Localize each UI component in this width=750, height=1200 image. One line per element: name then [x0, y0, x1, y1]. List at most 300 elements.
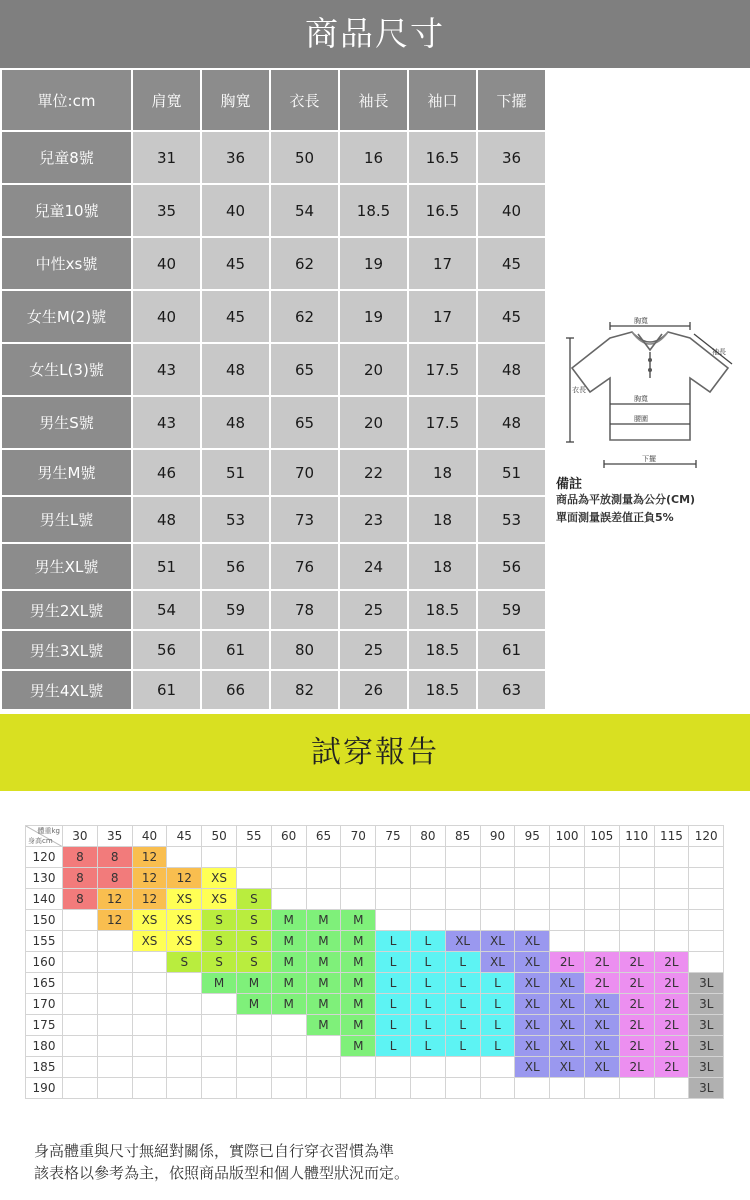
fit-cell	[167, 994, 202, 1015]
fit-cell: L	[410, 1015, 445, 1036]
fit-cell: S	[202, 952, 237, 973]
corner-weight-label: 體重kg	[37, 827, 60, 835]
fit-cell	[584, 889, 619, 910]
fit-cell: 12	[132, 889, 167, 910]
fit-cell	[654, 910, 689, 931]
fit-cell	[306, 1057, 341, 1078]
fit-cell	[202, 1057, 237, 1078]
fit-row	[26, 994, 724, 1015]
fit-cell	[97, 952, 132, 973]
size-value: 48	[477, 396, 546, 449]
fit-cell: 2L	[619, 1015, 654, 1036]
fit-cell	[445, 868, 480, 889]
size-value: 61	[477, 630, 546, 670]
fit-cell: XL	[550, 994, 585, 1015]
fit-cell	[341, 1078, 376, 1099]
size-label: 男生S號	[1, 396, 132, 449]
fit-cell: S	[236, 952, 271, 973]
fit-cell	[654, 931, 689, 952]
weight-header: 90	[480, 826, 515, 847]
fit-cell	[689, 910, 724, 931]
size-value: 62	[270, 290, 339, 343]
fit-cell	[306, 1078, 341, 1099]
fit-cell: L	[445, 1036, 480, 1057]
fit-cell: S	[236, 910, 271, 931]
note-line-2: 單面測量誤差值正負5%	[556, 511, 674, 524]
fit-cell	[376, 1057, 411, 1078]
fit-cell: XL	[584, 1036, 619, 1057]
fit-cell	[619, 931, 654, 952]
fit-row	[26, 952, 724, 973]
fit-cell	[132, 1078, 167, 1099]
size-label: 男生3XL號	[1, 630, 132, 670]
size-value: 31	[132, 131, 201, 184]
fit-cell: 3L	[689, 1015, 724, 1036]
size-value: 20	[339, 396, 408, 449]
size-value: 36	[477, 131, 546, 184]
size-label: 女生M(2)號	[1, 290, 132, 343]
weight-header: 120	[689, 826, 724, 847]
fit-cell	[236, 868, 271, 889]
fit-cell: XL	[515, 1036, 550, 1057]
fit-cell: 3L	[689, 994, 724, 1015]
column-header: 袖口	[408, 69, 477, 131]
fit-cell: L	[480, 973, 515, 994]
fit-cell	[480, 1078, 515, 1099]
fit-cell: XL	[515, 1057, 550, 1078]
fit-cell	[410, 910, 445, 931]
fit-cell: S	[236, 931, 271, 952]
fit-cell	[376, 910, 411, 931]
fit-cell: M	[306, 1015, 341, 1036]
size-value: 18.5	[408, 670, 477, 710]
fit-cell: XL	[480, 952, 515, 973]
fit-cell: 12	[97, 910, 132, 931]
fit-cell: 12	[167, 868, 202, 889]
height-header: 180	[26, 1036, 63, 1057]
fit-cell: 3L	[689, 973, 724, 994]
fit-cell	[306, 1036, 341, 1057]
fit-row	[26, 1015, 724, 1036]
size-value: 62	[270, 237, 339, 290]
fit-cell	[480, 1057, 515, 1078]
fit-cell	[689, 931, 724, 952]
fit-row	[26, 847, 724, 868]
size-value: 18	[408, 496, 477, 543]
fit-cell: 2L	[584, 973, 619, 994]
fit-cell: 2L	[619, 1057, 654, 1078]
fit-cell: M	[306, 994, 341, 1015]
size-value: 76	[270, 543, 339, 590]
fit-cell	[341, 1057, 376, 1078]
size-value: 43	[132, 343, 201, 396]
fit-row	[26, 889, 724, 910]
fit-cell	[167, 1057, 202, 1078]
height-header: 160	[26, 952, 63, 973]
size-value: 56	[132, 630, 201, 670]
height-header: 175	[26, 1015, 63, 1036]
height-header: 120	[26, 847, 63, 868]
fit-cell: XL	[550, 1036, 585, 1057]
size-row	[1, 396, 546, 449]
fit-cell: 8	[63, 868, 98, 889]
size-value: 54	[270, 184, 339, 237]
weight-header: 100	[550, 826, 585, 847]
size-value: 51	[477, 449, 546, 496]
fit-cell	[515, 847, 550, 868]
fit-cell: 8	[97, 847, 132, 868]
fit-cell: L	[480, 1036, 515, 1057]
note-title: 備註	[556, 477, 583, 492]
weight-header: 95	[515, 826, 550, 847]
fit-cell: M	[341, 1015, 376, 1036]
label-waist: 腰圍	[634, 415, 648, 423]
fit-cell	[341, 868, 376, 889]
size-value: 59	[201, 590, 270, 630]
size-label: 男生XL號	[1, 543, 132, 590]
fit-chart-table	[25, 825, 724, 1099]
size-row	[1, 449, 546, 496]
fit-cell	[97, 931, 132, 952]
fit-cell	[63, 1078, 98, 1099]
size-value: 40	[477, 184, 546, 237]
fit-cell: 2L	[654, 952, 689, 973]
fit-cell: M	[306, 952, 341, 973]
fit-cell: L	[376, 994, 411, 1015]
height-header: 170	[26, 994, 63, 1015]
fit-cell	[132, 952, 167, 973]
fit-cell	[654, 889, 689, 910]
fit-cell: XL	[480, 931, 515, 952]
note-line-1: 商品為平放測量為公分(CM)	[556, 493, 696, 506]
fit-banner	[0, 714, 750, 791]
fit-cell: XL	[515, 952, 550, 973]
height-header: 150	[26, 910, 63, 931]
weight-header: 50	[202, 826, 237, 847]
label-hem: 下擺	[642, 455, 656, 463]
fit-cell: XL	[515, 973, 550, 994]
fit-cell	[410, 1078, 445, 1099]
fit-cell	[202, 1078, 237, 1099]
size-label: 兒童10號	[1, 184, 132, 237]
size-value: 25	[339, 590, 408, 630]
fit-cell: XL	[584, 1015, 619, 1036]
size-value: 19	[339, 290, 408, 343]
size-value: 17	[408, 290, 477, 343]
fit-cell: XS	[132, 931, 167, 952]
fit-cell: M	[271, 994, 306, 1015]
size-value: 45	[477, 237, 546, 290]
fit-cell: 12	[97, 889, 132, 910]
fit-cell	[341, 889, 376, 910]
fit-cell: M	[341, 952, 376, 973]
size-value: 48	[201, 343, 270, 396]
fit-row	[26, 910, 724, 931]
height-header: 130	[26, 868, 63, 889]
weight-header: 105	[584, 826, 619, 847]
fit-cell: M	[306, 931, 341, 952]
fit-cell: L	[410, 931, 445, 952]
fit-cell: L	[410, 973, 445, 994]
size-value: 24	[339, 543, 408, 590]
fit-cell	[550, 847, 585, 868]
size-value: 78	[270, 590, 339, 630]
fit-cell: L	[376, 1015, 411, 1036]
fit-cell: 8	[97, 868, 132, 889]
size-value: 46	[132, 449, 201, 496]
fit-cell	[619, 847, 654, 868]
fit-cell: L	[480, 994, 515, 1015]
weight-header: 75	[376, 826, 411, 847]
fit-cell	[584, 868, 619, 889]
size-value: 17.5	[408, 396, 477, 449]
fit-cell: L	[376, 931, 411, 952]
size-label: 兒童8號	[1, 131, 132, 184]
fit-cell: 2L	[584, 952, 619, 973]
size-value: 65	[270, 343, 339, 396]
size-value: 18.5	[408, 630, 477, 670]
fit-cell	[271, 889, 306, 910]
fit-cell: M	[306, 973, 341, 994]
fit-cell: L	[445, 994, 480, 1015]
fit-cell: 3L	[689, 1078, 724, 1099]
unit-header: 單位:cm	[1, 69, 132, 131]
fit-cell	[306, 889, 341, 910]
size-value: 56	[477, 543, 546, 590]
column-header: 衣長	[270, 69, 339, 131]
fit-cell: M	[306, 910, 341, 931]
fit-cell	[515, 868, 550, 889]
size-label: 男生2XL號	[1, 590, 132, 630]
fit-row	[26, 1057, 724, 1078]
size-row	[1, 630, 546, 670]
fit-cell	[271, 1015, 306, 1036]
fit-cell: XS	[132, 910, 167, 931]
column-header: 下擺	[477, 69, 546, 131]
fit-cell	[410, 868, 445, 889]
fit-cell	[619, 910, 654, 931]
fit-cell: XS	[167, 910, 202, 931]
fit-cell	[236, 1078, 271, 1099]
fit-cell: XS	[202, 868, 237, 889]
fit-cell	[654, 868, 689, 889]
fit-cell: M	[271, 973, 306, 994]
fit-cell: M	[341, 910, 376, 931]
fit-cell: XL	[584, 994, 619, 1015]
size-value: 18.5	[339, 184, 408, 237]
fit-row	[26, 1036, 724, 1057]
fit-cell: XL	[445, 931, 480, 952]
fit-cell	[584, 1078, 619, 1099]
fit-cell: 2L	[619, 1036, 654, 1057]
fit-cell: 8	[63, 889, 98, 910]
fit-cell: L	[480, 1015, 515, 1036]
fit-cell	[132, 1015, 167, 1036]
fit-cell: 2L	[654, 1036, 689, 1057]
fit-cell	[689, 847, 724, 868]
fit-cell: S	[236, 889, 271, 910]
size-value: 45	[201, 290, 270, 343]
fit-cell	[132, 1036, 167, 1057]
fit-cell	[63, 1057, 98, 1078]
fit-cell	[445, 889, 480, 910]
fit-cell: M	[341, 994, 376, 1015]
weight-header: 85	[445, 826, 480, 847]
size-value: 45	[201, 237, 270, 290]
fit-cell: L	[445, 973, 480, 994]
fit-cell	[480, 847, 515, 868]
fit-cell	[515, 1078, 550, 1099]
size-value: 48	[132, 496, 201, 543]
fit-cell	[63, 952, 98, 973]
fit-cell	[202, 1036, 237, 1057]
fit-cell: S	[167, 952, 202, 973]
fit-cell: 2L	[654, 973, 689, 994]
fit-cell	[376, 889, 411, 910]
fit-cell	[132, 973, 167, 994]
size-value: 16.5	[408, 184, 477, 237]
fit-cell: XL	[584, 1057, 619, 1078]
size-value: 59	[477, 590, 546, 630]
fit-cell: XL	[550, 973, 585, 994]
disclaimer-line-1: 身高體重與尺寸無絕對關係，實際已自行穿衣習慣為準	[34, 1142, 395, 1160]
fit-cell	[445, 847, 480, 868]
fit-row	[26, 931, 724, 952]
label-sleeve: 袖長	[712, 348, 726, 356]
weight-header-row	[26, 826, 724, 847]
fit-cell	[271, 1036, 306, 1057]
fit-cell	[236, 1015, 271, 1036]
weight-header: 30	[63, 826, 98, 847]
fit-row	[26, 973, 724, 994]
size-row	[1, 343, 546, 396]
size-value: 63	[477, 670, 546, 710]
fit-cell	[550, 1078, 585, 1099]
size-value: 19	[339, 237, 408, 290]
corner-height-label: 身高cm	[28, 837, 53, 845]
size-value: 20	[339, 343, 408, 396]
height-header: 140	[26, 889, 63, 910]
fit-cell	[271, 1078, 306, 1099]
size-value: 66	[201, 670, 270, 710]
size-value: 40	[132, 237, 201, 290]
height-header: 155	[26, 931, 63, 952]
fit-cell	[167, 1015, 202, 1036]
size-value: 17.5	[408, 343, 477, 396]
size-title: 商品尺寸	[305, 14, 445, 53]
fit-cell	[236, 847, 271, 868]
height-header: 185	[26, 1057, 63, 1078]
weight-header: 70	[341, 826, 376, 847]
size-value: 54	[132, 590, 201, 630]
fit-cell	[63, 1036, 98, 1057]
size-value: 51	[201, 449, 270, 496]
fit-cell: M	[236, 973, 271, 994]
fit-cell	[63, 1015, 98, 1036]
fit-cell	[480, 910, 515, 931]
fit-cell	[167, 1036, 202, 1057]
size-value: 40	[132, 290, 201, 343]
fit-cell	[410, 889, 445, 910]
size-value: 61	[201, 630, 270, 670]
fit-cell: L	[410, 1036, 445, 1057]
size-row	[1, 543, 546, 590]
weight-header: 55	[236, 826, 271, 847]
size-value: 25	[339, 630, 408, 670]
fit-cell: 12	[132, 847, 167, 868]
size-table	[0, 68, 547, 711]
fit-cell: 2L	[619, 973, 654, 994]
fit-cell	[97, 1036, 132, 1057]
fit-cell	[376, 1078, 411, 1099]
fit-cell	[550, 931, 585, 952]
fit-cell	[236, 1057, 271, 1078]
fit-cell	[376, 847, 411, 868]
fit-cell	[132, 994, 167, 1015]
fit-cell: M	[271, 910, 306, 931]
fit-cell: M	[341, 973, 376, 994]
shirt-diagram-icon	[560, 312, 740, 472]
fit-cell	[271, 847, 306, 868]
fit-cell	[63, 973, 98, 994]
size-row	[1, 131, 546, 184]
fit-cell: 2L	[654, 1057, 689, 1078]
fit-cell	[654, 1078, 689, 1099]
size-row	[1, 670, 546, 710]
size-value: 61	[132, 670, 201, 710]
fit-cell	[619, 868, 654, 889]
fit-cell	[619, 889, 654, 910]
fit-cell: XL	[515, 931, 550, 952]
fit-cell	[689, 952, 724, 973]
fit-cell: 2L	[654, 1015, 689, 1036]
weight-header: 45	[167, 826, 202, 847]
fit-cell: XS	[167, 931, 202, 952]
fit-cell	[550, 910, 585, 931]
size-row	[1, 237, 546, 290]
size-value: 56	[201, 543, 270, 590]
fit-cell: L	[445, 952, 480, 973]
fit-row	[26, 1078, 724, 1099]
fit-row	[26, 868, 724, 889]
fit-cell: L	[376, 973, 411, 994]
fit-cell: S	[202, 910, 237, 931]
size-label: 中性xs號	[1, 237, 132, 290]
fit-cell	[167, 847, 202, 868]
fit-cell: 2L	[619, 994, 654, 1015]
size-value: 18	[408, 543, 477, 590]
fit-cell	[515, 910, 550, 931]
fit-cell	[584, 931, 619, 952]
size-label: 男生M號	[1, 449, 132, 496]
fit-cell: XS	[202, 889, 237, 910]
fit-cell	[132, 1057, 167, 1078]
weight-header: 40	[132, 826, 167, 847]
fit-cell: L	[376, 952, 411, 973]
size-value: 16	[339, 131, 408, 184]
size-value: 53	[201, 496, 270, 543]
fit-cell	[689, 868, 724, 889]
fit-cell: L	[410, 952, 445, 973]
fit-cell: S	[202, 931, 237, 952]
size-value: 65	[270, 396, 339, 449]
fit-cell: M	[341, 931, 376, 952]
size-row	[1, 184, 546, 237]
label-chest-top: 胸寬	[634, 317, 648, 325]
fit-cell	[97, 1015, 132, 1036]
fit-cell	[550, 889, 585, 910]
fit-cell	[63, 994, 98, 1015]
